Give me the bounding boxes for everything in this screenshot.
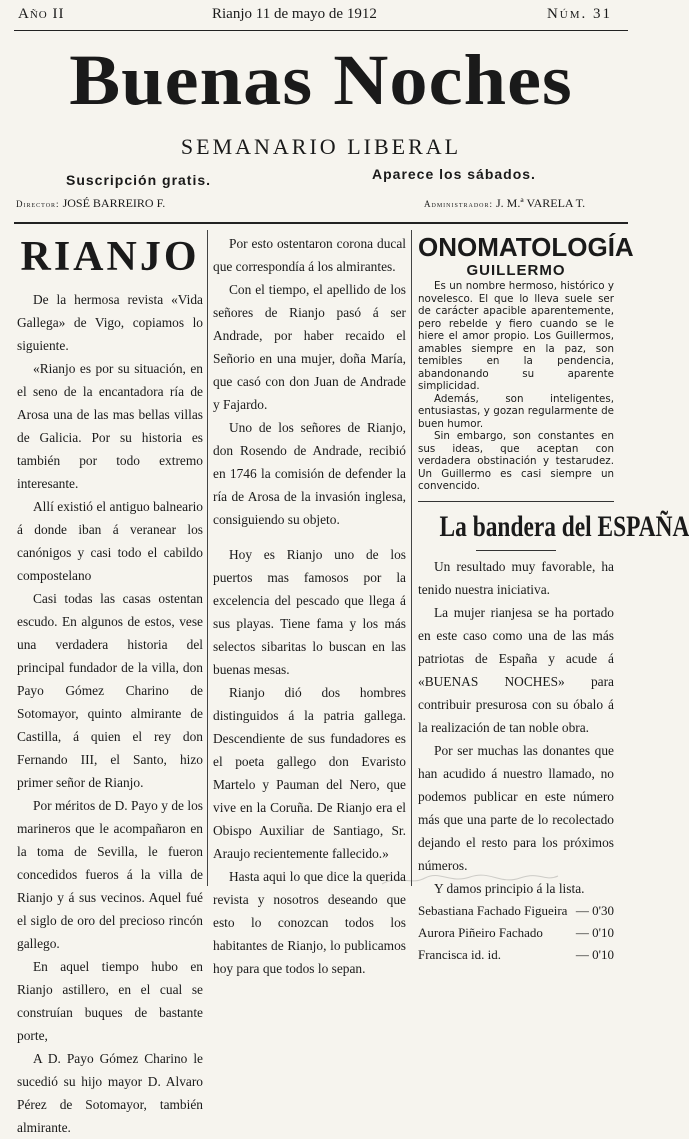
donor-row <box>418 944 614 966</box>
newspaper-subtitle: SEMANARIO LIBERAL <box>180 134 462 159</box>
header-topline <box>14 6 628 30</box>
rianjo-paragraph: Uno de los señores de Rianjo, don Rosendo de Andrade, recibió en 1746 la comisión de defender la ría de Arosa de la invasión inglesa, consiguiendo su objeto. <box>213 420 406 527</box>
donor-row <box>418 922 614 944</box>
publication-day-note: Aparece los sábados. <box>372 166 536 182</box>
bandera-title: La bandera del ESPAÑA <box>439 509 689 543</box>
rianjo-paragraph: A D. Payo Gómez Charino le sucedió su hijo mayor D. Alvaro Pérez de Sotomayor, también almirante. <box>17 1051 203 1135</box>
rianjo-paragraph: Rianjo dió dos hombres distinguidos á la patria gallega. Descendiente de sus fundadores es el poeta gallego don Evaristo Martelo y Pauman del Nero, que vive en la Coruña. De Rianjo era el Obispo Auxiliar de Santiago, Sr. Araujo recientemente fallecido.» <box>213 685 406 861</box>
donor-amount: — 0'10 <box>575 924 614 940</box>
administrator-name: J. M.ª VARELA T. <box>496 196 586 210</box>
column-divider-2 <box>411 230 412 886</box>
rianjo-paragraph: Por méritos de D. Payo y de los marineros que le acompañaron en la toma de Sevilla, le fueron concedidos fueros á la villa de Rianjo y á sus vecinos. Aquel fué el siglo de oro del precioso rincón gallego. <box>17 798 203 951</box>
director-label: Director: <box>16 199 60 209</box>
handwritten-scribble <box>380 872 560 888</box>
header-rule-top <box>14 30 628 31</box>
bandera-paragraph: La mujer rianjesa se ha portado en este caso como una de las más patriotas de España y acude á «BUENAS NOCHES» para contribuir presurosa con su óbalo á la realización de tan noble obra. <box>418 604 614 735</box>
rianjo-title: RIANJO <box>20 234 200 280</box>
header-rule-bottom <box>14 222 628 224</box>
rianjo-paragraph: De la hermosa revista «Vida Gallega» de Vigo, copiamos lo siguiente. <box>17 292 203 353</box>
director-credit <box>16 196 165 211</box>
administrator-label: Administrador: <box>424 199 494 209</box>
rianjo-paragraph: Casi todas las casas ostentan escudo. En algunos de estos, vese una verdadera historia del principal fundador de la villa, don Payo Gómez Charino de Sotomayor, quinto almirante de Castilla, á quien el rey don Fernando III, el Santo, hizo primer señor de Rianjo. <box>17 591 203 790</box>
rianjo-paragraph: Allí existió el antiguo balneario á donde iban á veranear los canónigos y casi todo el cabildo compostelano <box>17 499 203 583</box>
subscription-note: Suscripción gratis. <box>66 172 212 188</box>
onomatologia-body <box>418 280 614 493</box>
bandera-paragraph: Un resultado muy favorable, ha tenido nuestra iniciativa. <box>418 558 614 597</box>
onomatologia-paragraph: Es un nombre hermoso, histórico y novelesco. El que lo lleva suele ser de carácter apacible aparentemente, pero rebelde y fiero cuando se le hiere el amor propio. Los Guillermos, amables siempre en la paz, son temibles en la pendencia, abandonando su aparente simplicidad. <box>418 280 614 392</box>
donor-row <box>418 900 614 922</box>
rianjo-paragraph: Hasta aqui lo que dice la querida revista y nosotros deseando que esto lo conozcan todos los habitantes de Rianjo, lo publicamos hoy para que todos lo sepan. <box>213 869 406 976</box>
bandera-paragraph: Por ser muchas las donantes que han acudido á nuestro llamado, no podemos publicar en este número más que una parte de lo recolectado dejando el resto para los próximos números. <box>418 742 614 873</box>
bandera-paragraph: Y damos principio á la lista. <box>434 880 585 896</box>
donor-amount: — 0'30 <box>575 902 614 918</box>
right-column <box>418 232 689 966</box>
rianjo-paragraph: Con el tiempo, el apellido de los señores de Rianjo pasó á ser Andrade, por haber recaido el Señorio en una mujer, doña María, que casó con don Juan de Andrade y Fajardo. <box>213 282 406 412</box>
issue-year: Año II <box>18 6 65 22</box>
director-name: JOSÉ BARREIRO F. <box>62 196 166 210</box>
donor-name: Francisca id. id. <box>418 946 502 962</box>
issue-number: Núm. 31 <box>546 6 612 22</box>
donor-name: Sebastiana Fachado Figueira <box>418 902 568 918</box>
rianjo-paragraph: En aquel tiempo hubo en Rianjo astillero, en el cual se construían buques de bastante porte, <box>17 959 203 1043</box>
onomatologia-subtitle: GUILLERMO <box>466 262 566 279</box>
issue-date: Rianjo 11 de mayo de 1912 <box>212 6 377 22</box>
newspaper-title: Buenas Noches <box>69 40 573 120</box>
rianjo-column-2 <box>213 232 406 980</box>
onomatologia-title: ONOMATOLOGÍA <box>418 232 634 262</box>
section-divider <box>418 501 614 502</box>
rianjo-column-1 <box>17 232 203 1139</box>
donor-name: Aurora Piñeiro Fachado <box>418 924 543 940</box>
administrator-credit <box>424 196 585 211</box>
column-divider-1 <box>207 230 208 886</box>
onomatologia-paragraph: Además, son inteligentes, entusiastas, y gozan regularmente de buen humor. <box>418 392 614 430</box>
onomatologia-paragraph: Sin embargo, son constantes en sus ideas, que aceptan con verdadera obstinación y testarudez. Un Guillermo es casi siempre un convencido. <box>418 430 614 492</box>
rianjo-paragraph: Por esto ostentaron corona ducal que correspondía á los almirantes. <box>213 236 406 274</box>
rianjo-paragraph: Hoy es Rianjo uno de los puertos mas famosos por la excelencia del pescado que llega á sus playas. Tiene fama y los más selectos sibaritas lo buscan en las buenas mesas. <box>213 547 406 677</box>
bandera-title-rule <box>476 550 556 551</box>
rianjo-paragraph: «Rianjo es por su situación, en el seno de la encantadora ría de Arosa una de las mas bellas villas de Galicia. Por su historia es también por todo extremo interesante. <box>17 361 203 491</box>
donor-amount: — 0'10 <box>575 946 614 962</box>
